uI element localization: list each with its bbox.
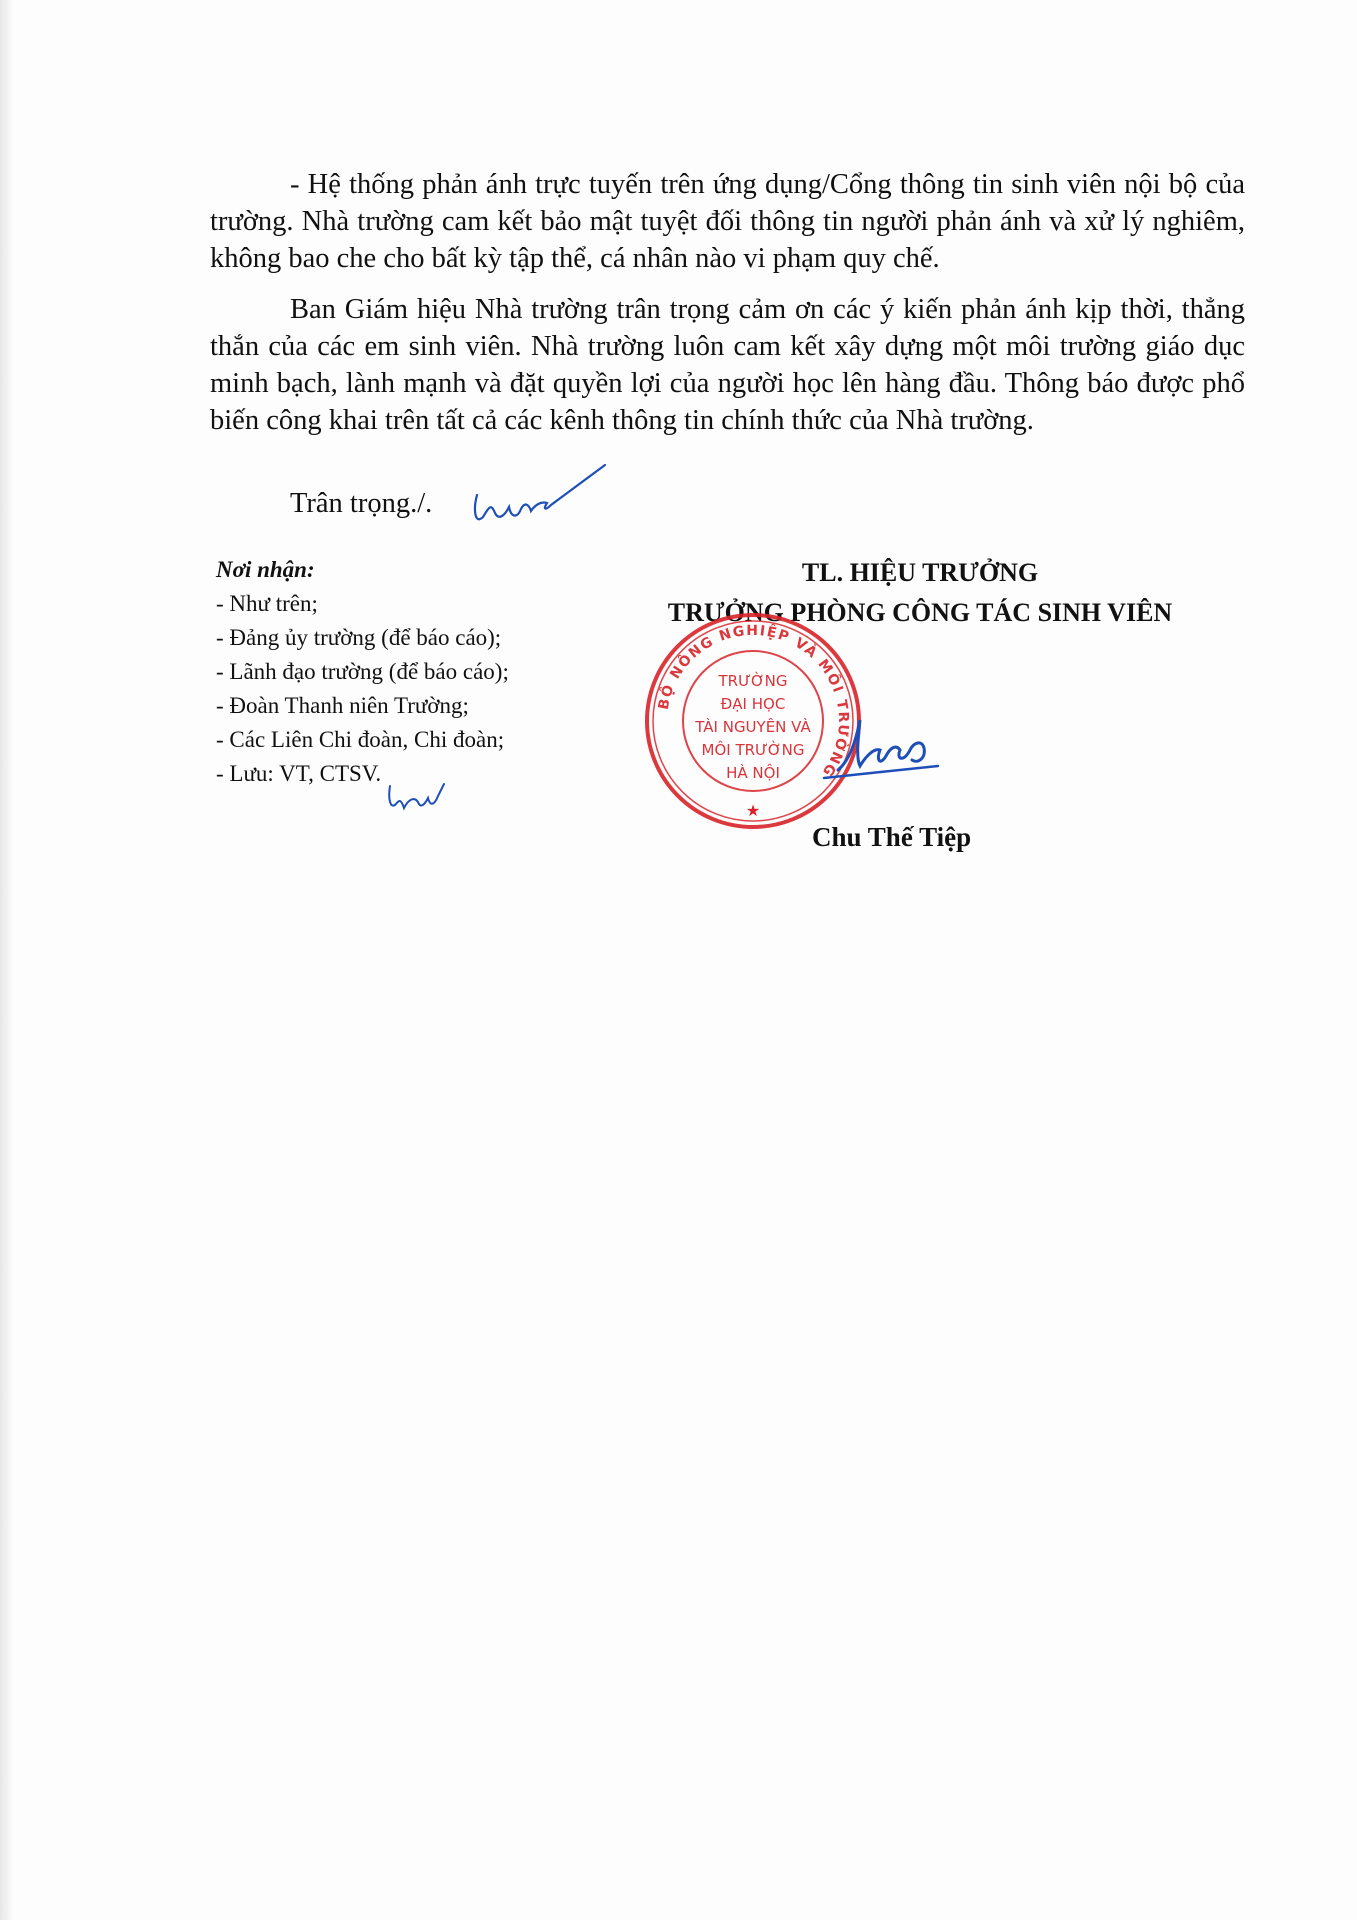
seal-center-line: MÔI TRƯỜNG [701,741,805,759]
recipient-item: - Đoàn Thanh niên Trường; [216,693,469,718]
recipient-item: - Đảng ủy trường (để báo cáo); [216,625,502,650]
seal-ring-text: BỘ NÔNG NGHIỆP VÀ MÔI TRƯỜNG [655,622,852,780]
paragraph-text-2: Ban Giám hiệu Nhà trường trân trọng cảm ơn các ý kiến phản ánh kịp thời, thẳng thắn của các em sinh viên. Nhà trường luôn cam kết xây dựng một môi trường giáo dục minh bạch, lành mạnh và đặt quyền lợi của người học lên hàng đầu. Thông báo được phổ biến công khai trên tất cả các kênh thông tin chính thức của Nhà trường. [210,294,1245,436]
seal-center-line: TÀI NGUYÊN VÀ [695,718,811,736]
recipients-list [216,587,509,791]
scan-edge-shadow [0,0,14,1920]
signer-title-line2: TRƯỞNG PHÒNG CÔNG TÁC SINH VIÊN [667,598,1173,627]
signer-name: Chu Thế Tiệp [812,822,972,852]
recipient-item: - Các Liên Chi đoàn, Chi đoàn; [216,727,505,752]
paragraph-text-1: - Hệ thống phản ánh trực tuyến trên ứng dụng/Cổng thông tin sinh viên nội bộ của trường. Nhà trường cam kết bảo mật tuyệt đối thông tin người phản ánh và xử lý nghiêm, không bao che cho bất kỳ tập thể, cá nhân nào vi phạm quy chế. [210,169,1245,274]
paragraph-thanks [210,291,1245,439]
closing-line: Trân trọng./. [290,488,433,519]
recipients-block [216,553,509,791]
recipient-item: - Lưu: VT, CTSV. [216,761,382,786]
main-signature [820,700,960,790]
signer-title-line1: TL. HIỆU TRƯỞNG [801,558,1039,587]
initials-signature-bottom [384,778,454,818]
paragraph-feedback-system [210,166,1245,277]
recipient-item: - Như trên; [216,591,318,616]
seal-center-line: HÀ NỘI [726,764,780,782]
recipient-item: - Lãnh đạo trường (để báo cáo); [216,659,509,684]
initials-signature-top [455,455,625,545]
recipients-title: Nơi nhận: [216,557,315,582]
seal-star-icon: ★ [745,803,761,820]
seal-center-line: ĐẠI HỌC [720,695,786,713]
seal-center-line: TRƯỜNG [718,672,788,690]
